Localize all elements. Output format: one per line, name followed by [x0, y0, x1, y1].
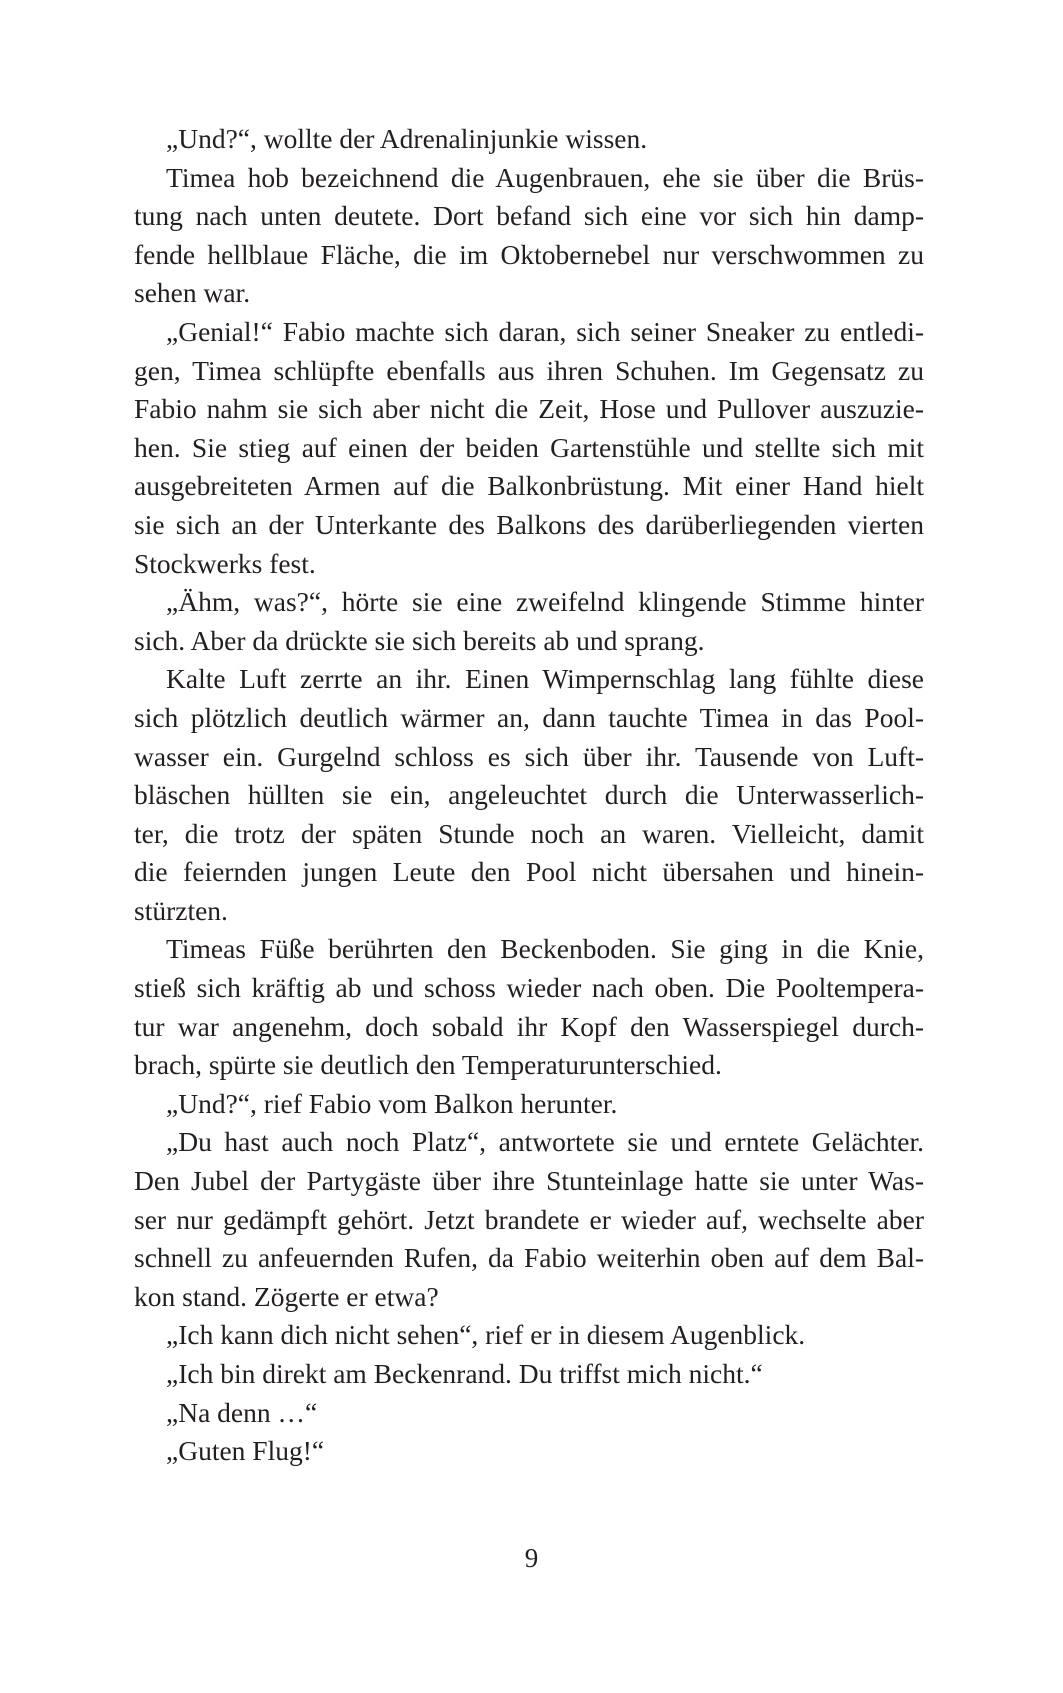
text-line: „Na denn …“: [166, 1396, 318, 1428]
page-number: 9: [524, 1543, 539, 1573]
text-line: fende hellblaue Fläche, die im Oktobernebel nur verschwommen zu: [134, 238, 924, 270]
text-line: „Und?“, rief Fabio vom Balkon herunter.: [166, 1087, 618, 1119]
text-line: ausgebreiteten Armen auf die Balkonbrüstung. Mit einer Hand hielt: [134, 470, 924, 502]
text-line: schnell zu anfeuernden Rufen, da Fabio weiterhin oben auf dem Bal-: [134, 1242, 924, 1274]
text-line: ser nur gedämpft gehört. Jetzt brandete er wieder auf, wechselte aber: [134, 1203, 924, 1235]
text-line: „Guten Flug!“: [166, 1435, 325, 1467]
text-line: stürzten.: [134, 894, 228, 926]
text-line: sie sich an der Unterkante des Balkons des darüberliegenden vierten: [134, 508, 924, 540]
text-line: sich. Aber da drückte sie sich bereits ab und sprang.: [134, 624, 705, 656]
text-line: sich plötzlich deutlich wärmer an, dann tauchte Timea in das Pool-: [134, 701, 924, 733]
text-line: brach, spürte sie deutlich den Temperaturunterschied.: [134, 1049, 722, 1081]
text-line: Timea hob bezeichnend die Augenbrauen, ehe sie über die Brüs-: [166, 161, 924, 193]
text-line: hen. Sie stieg auf einen der beiden Gartenstühle und stellte sich mit: [134, 431, 924, 463]
text-line: sehen war.: [134, 277, 251, 309]
text-line: „Ich kann dich nicht sehen“, rief er in diesem Augenblick.: [166, 1319, 806, 1351]
text-line: Timeas Füße berührten den Beckenboden. Sie ging in die Knie,: [166, 933, 924, 965]
text-line: die feiernden jungen Leute den Pool nicht übersahen und hinein-: [134, 856, 924, 888]
text-line: „Genial!“ Fabio machte sich daran, sich seiner Sneaker zu entledi-: [166, 315, 924, 347]
text-line: wasser ein. Gurgelnd schloss es sich über ihr. Tausende von Luft-: [134, 740, 924, 772]
text-line: Kalte Luft zerrte an ihr. Einen Wimpernschlag lang fühlte diese: [166, 663, 924, 695]
text-line: ter, die trotz der späten Stunde noch an waren. Vielleicht, damit: [134, 817, 924, 849]
text-line: „Ich bin direkt am Beckenrand. Du triffst mich nicht.“: [166, 1358, 763, 1389]
text-line: stieß sich kräftig ab und schoss wieder nach oben. Die Pooltempera-: [134, 972, 924, 1004]
text-line: Fabio nahm sie sich aber nicht die Zeit, Hose und Pullover auszuzie-: [134, 393, 924, 425]
text-line: tur war angenehm, doch sobald ihr Kopf den Wasserspiegel durch-: [134, 1010, 924, 1042]
text-line: Stockwerks fest.: [134, 547, 316, 579]
text-line: „Ähm, was?“, hörte sie eine zweifelnd klingende Stimme hinter: [166, 586, 924, 618]
text-line: bläschen hüllten sie ein, angeleuchtet durch die Unterwasserlich-: [134, 779, 924, 811]
text-line: „Und?“, wollte der Adrenalinjunkie wissen.: [166, 123, 648, 154]
text-line: kon stand. Zögerte er etwa?: [134, 1280, 439, 1312]
text-line: „Du hast auch noch Platz“, antwortete sie und erntete Gelächter.: [166, 1126, 924, 1158]
text-line: tung nach unten deutete. Dort befand sich eine vor sich hin damp-: [134, 200, 924, 232]
text-line: Den Jubel der Partygäste über ihre Stunteinlage hatte sie unter Was-: [134, 1165, 924, 1197]
body-text: [134, 120, 924, 1471]
text-line: gen, Timea schlüpfte ebenfalls aus ihren Schuhen. Im Gegensatz zu: [134, 354, 924, 386]
